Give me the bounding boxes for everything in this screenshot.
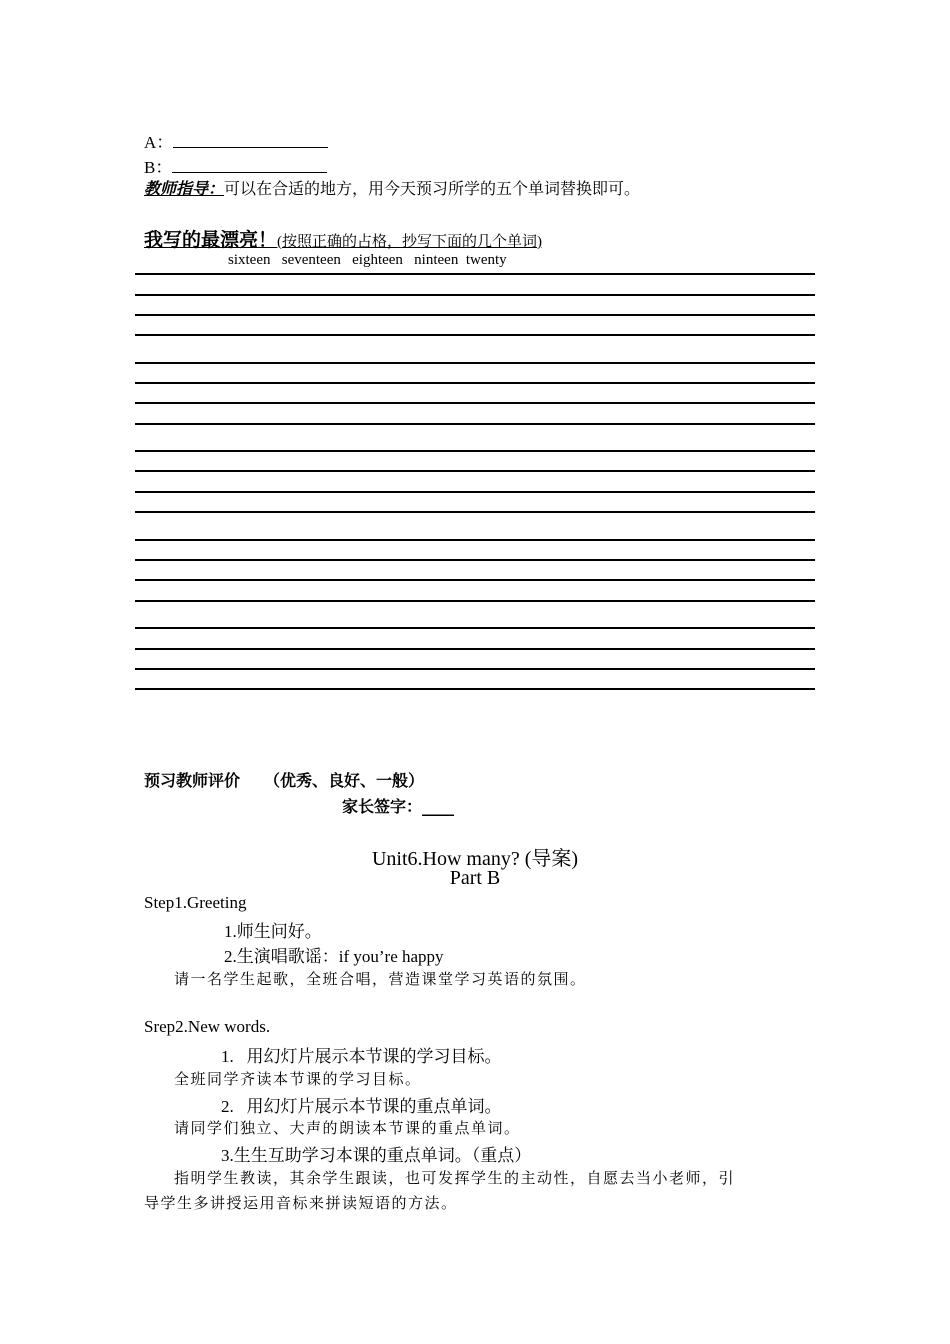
parent-signature[interactable]: 家长签字：____ bbox=[342, 797, 455, 816]
answer-blank-b[interactable] bbox=[172, 158, 327, 173]
step2-note-1: 全班同学齐读本节课的学习目标。 bbox=[174, 1072, 422, 1088]
step2-note-3-line-1: 指明学生教读，其余学生跟读，也可发挥学生的主动性，自愿去当小老师，引 bbox=[174, 1171, 736, 1187]
writing-rule bbox=[135, 362, 815, 364]
writing-rule bbox=[135, 314, 815, 316]
evaluation-options: （优秀、良好、一般） bbox=[264, 771, 425, 790]
writing-rule bbox=[135, 470, 815, 472]
writing-rule bbox=[135, 423, 815, 425]
step1-item-2: 2.生演唱歌谣：if you’re happy bbox=[224, 947, 444, 966]
writing-rule bbox=[135, 334, 815, 336]
answer-blank-a[interactable] bbox=[173, 133, 328, 148]
writing-rule bbox=[135, 511, 815, 513]
step2-item-3: 3.生生互助学习本课的重点单词。（重点） bbox=[221, 1146, 532, 1165]
writing-rule bbox=[135, 579, 815, 581]
teacher-guide-text: 可以在合适的地方，用今天预习所学的五个单词替换即可。 bbox=[224, 179, 641, 198]
lesson-subtitle: Part B bbox=[449, 867, 501, 889]
writing-rule bbox=[135, 491, 815, 493]
step2-item-1: 1. 用幻灯片展示本节课的学习目标。 bbox=[221, 1047, 502, 1066]
dialogue-line-b bbox=[144, 153, 327, 178]
step1-heading: Step1.Greeting bbox=[144, 893, 247, 912]
writing-rule bbox=[135, 688, 815, 690]
writing-rule bbox=[135, 402, 815, 404]
teacher-guide-label: 教师指导： bbox=[144, 179, 225, 198]
writing-rule bbox=[135, 294, 815, 296]
writing-rule bbox=[135, 539, 815, 541]
speaker-b-label: B： bbox=[144, 158, 173, 177]
writing-rule bbox=[135, 600, 815, 602]
writing-rule bbox=[135, 648, 815, 650]
step2-note-2: 请同学们独立、大声的朗读本节课的重点单词。 bbox=[174, 1121, 521, 1137]
writing-rule bbox=[135, 668, 815, 670]
writing-rule bbox=[135, 273, 815, 275]
step2-note-3-line-2: 导学生多讲授运用音标来拼读短语的方法。 bbox=[144, 1196, 458, 1212]
step1-item-1: 1.师生问好。 bbox=[224, 922, 322, 941]
writing-practice-heading bbox=[144, 225, 542, 252]
step2-heading: Srep2.New words. bbox=[144, 1017, 271, 1036]
speaker-a-label: A： bbox=[144, 133, 174, 152]
writing-rule bbox=[135, 627, 815, 629]
teacher-evaluation bbox=[144, 768, 424, 791]
writing-title: 我写的最漂亮！ bbox=[144, 229, 278, 251]
writing-words: sixteen seventeen eighteen ninteen twenty bbox=[228, 252, 507, 268]
writing-rule bbox=[135, 559, 815, 561]
writing-hint: (按照正确的占格，抄写下面的几个单词) bbox=[277, 234, 543, 250]
dialogue-line-a bbox=[144, 128, 328, 153]
teacher-guide bbox=[144, 176, 640, 199]
evaluation-label: 预习教师评价 bbox=[144, 771, 241, 790]
lesson-title: Unit6.How many? (导案) bbox=[371, 848, 579, 870]
step1-note: 请一名学生起歌，全班合唱，营造课堂学习英语的氛围。 bbox=[174, 972, 587, 988]
step2-item-2: 2. 用幻灯片展示本节课的重点单词。 bbox=[221, 1097, 502, 1116]
writing-rule bbox=[135, 382, 815, 384]
writing-rule bbox=[135, 450, 815, 452]
